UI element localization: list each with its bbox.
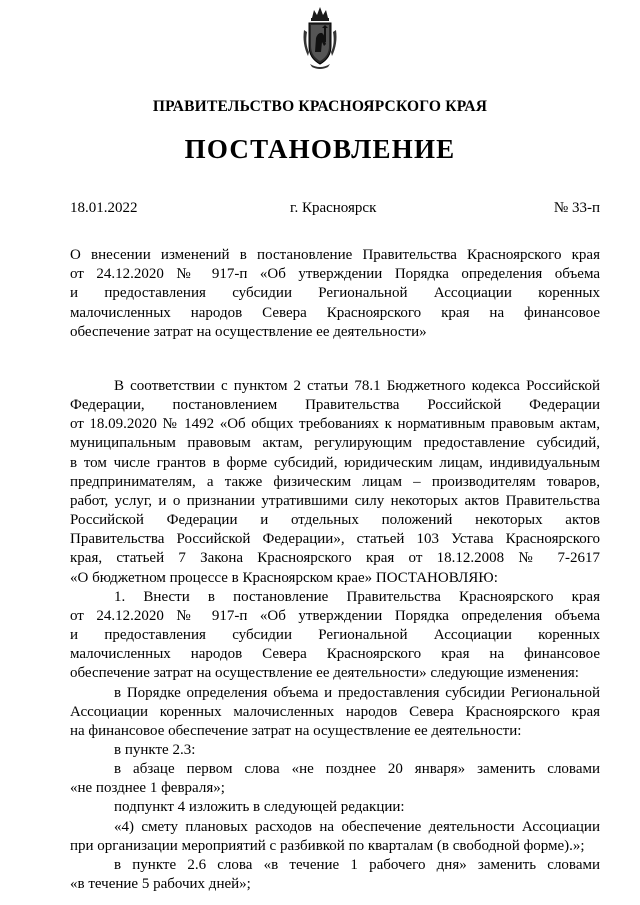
body-line: «О бюджетном процессе в Красноярском крае» ПОСТАНОВЛЯЮ:	[70, 569, 498, 586]
body-line: и предоставления субсидии Региональной Ассоциации коренных	[70, 627, 600, 644]
organization-name: ПРАВИТЕЛЬСТВО КРАСНОЯРСКОГО КРАЯ	[152, 98, 488, 115]
body-line: работ, услуг, и о признании утратившими силу некоторых актов Правительства	[70, 492, 600, 509]
body-line: «4) смету плановых расходов на обеспечение деятельности Ассоциации	[114, 818, 600, 835]
body-line: в пункте 2.3:	[114, 741, 196, 758]
body-line: от 18.09.2020 № 1492 «Об общих требованиях к нормативным правовым актам,	[70, 416, 600, 433]
body-line: Российской Федерации и отдельных положений некоторых актов	[70, 512, 600, 529]
body-line: муниципальным правовым актам, регулирующим предоставление субсидий,	[70, 435, 600, 452]
body-line: малочисленных народов Севера Красноярского края на финансовое	[70, 646, 600, 663]
body-line: в том числе грантов в форме субсидий, юридическим лицам, индивидуальным	[70, 454, 600, 471]
document-date: 18.01.2022	[70, 200, 138, 216]
body-line: при организации мероприятий с разбивкой по кварталам (в свободной форме).»;	[70, 837, 585, 854]
body-line: предпринимателям, а также физическим лицам – производителям товаров,	[70, 473, 600, 490]
body-line: от 24.12.2020 № 917-п «Об утверждении Порядка определения объема	[70, 607, 600, 624]
body-line: Правительства Российской Федерации», статьей 103 Устава Красноярского	[70, 531, 600, 548]
body-line: «в течение 5 рабочих дней»;	[70, 876, 251, 893]
body-line: «не позднее 1 февраля»;	[70, 780, 225, 797]
body-line: В соответствии с пунктом 2 статьи 78.1 Бюджетного кодекса Российской	[114, 378, 600, 394]
body-line: Федерации, постановлением Правительства Российской Федерации	[70, 397, 600, 414]
body-line: на финансовое обеспечение затрат на осуществление ее деятельности:	[70, 722, 522, 739]
document-body	[70, 377, 600, 894]
document-city: г. Красноярск	[290, 200, 377, 216]
document-type-title: ПОСТАНОВЛЕНИЕ	[184, 134, 456, 164]
subject-line: малочисленных народов Севера Красноярского края на финансовое	[70, 304, 600, 321]
body-line: края, статьей 7 Закона Красноярского края от 18.12.2008 № 7-2617	[70, 550, 600, 567]
subject-line: и предоставления субсидии Региональной Ассоциации коренных	[70, 285, 600, 302]
body-line: в пункте 2.6 слова «в течение 1 рабочего дня» заменить словами	[114, 856, 600, 873]
body-line: подпункт 4 изложить в следующей редакции:	[114, 799, 405, 816]
body-line: Ассоциации коренных малочисленных народов Севера Красноярского края	[70, 703, 600, 720]
subject-line: обеспечение затрат на осуществление ее деятельности»	[70, 323, 427, 340]
coat-of-arms-krasnoyarsk-icon	[300, 4, 340, 70]
body-line: в Порядке определения объема и предоставления субсидии Региональной	[114, 684, 600, 701]
subject-line: от 24.12.2020 № 917-п «Об утверждении Порядка определения объема	[70, 266, 600, 283]
body-line: в абзаце первом слова «не позднее 20 января» заменить словами	[114, 761, 600, 778]
body-line: обеспечение затрат на осуществление ее деятельности» следующие изменения:	[70, 665, 579, 682]
subject-line: О внесении изменений в постановление Правительства Красноярского края	[70, 247, 600, 263]
document-subject	[70, 246, 600, 342]
document-number: № 33-п	[553, 200, 600, 216]
body-line: 1. Внести в постановление Правительства Красноярского края	[114, 588, 600, 605]
